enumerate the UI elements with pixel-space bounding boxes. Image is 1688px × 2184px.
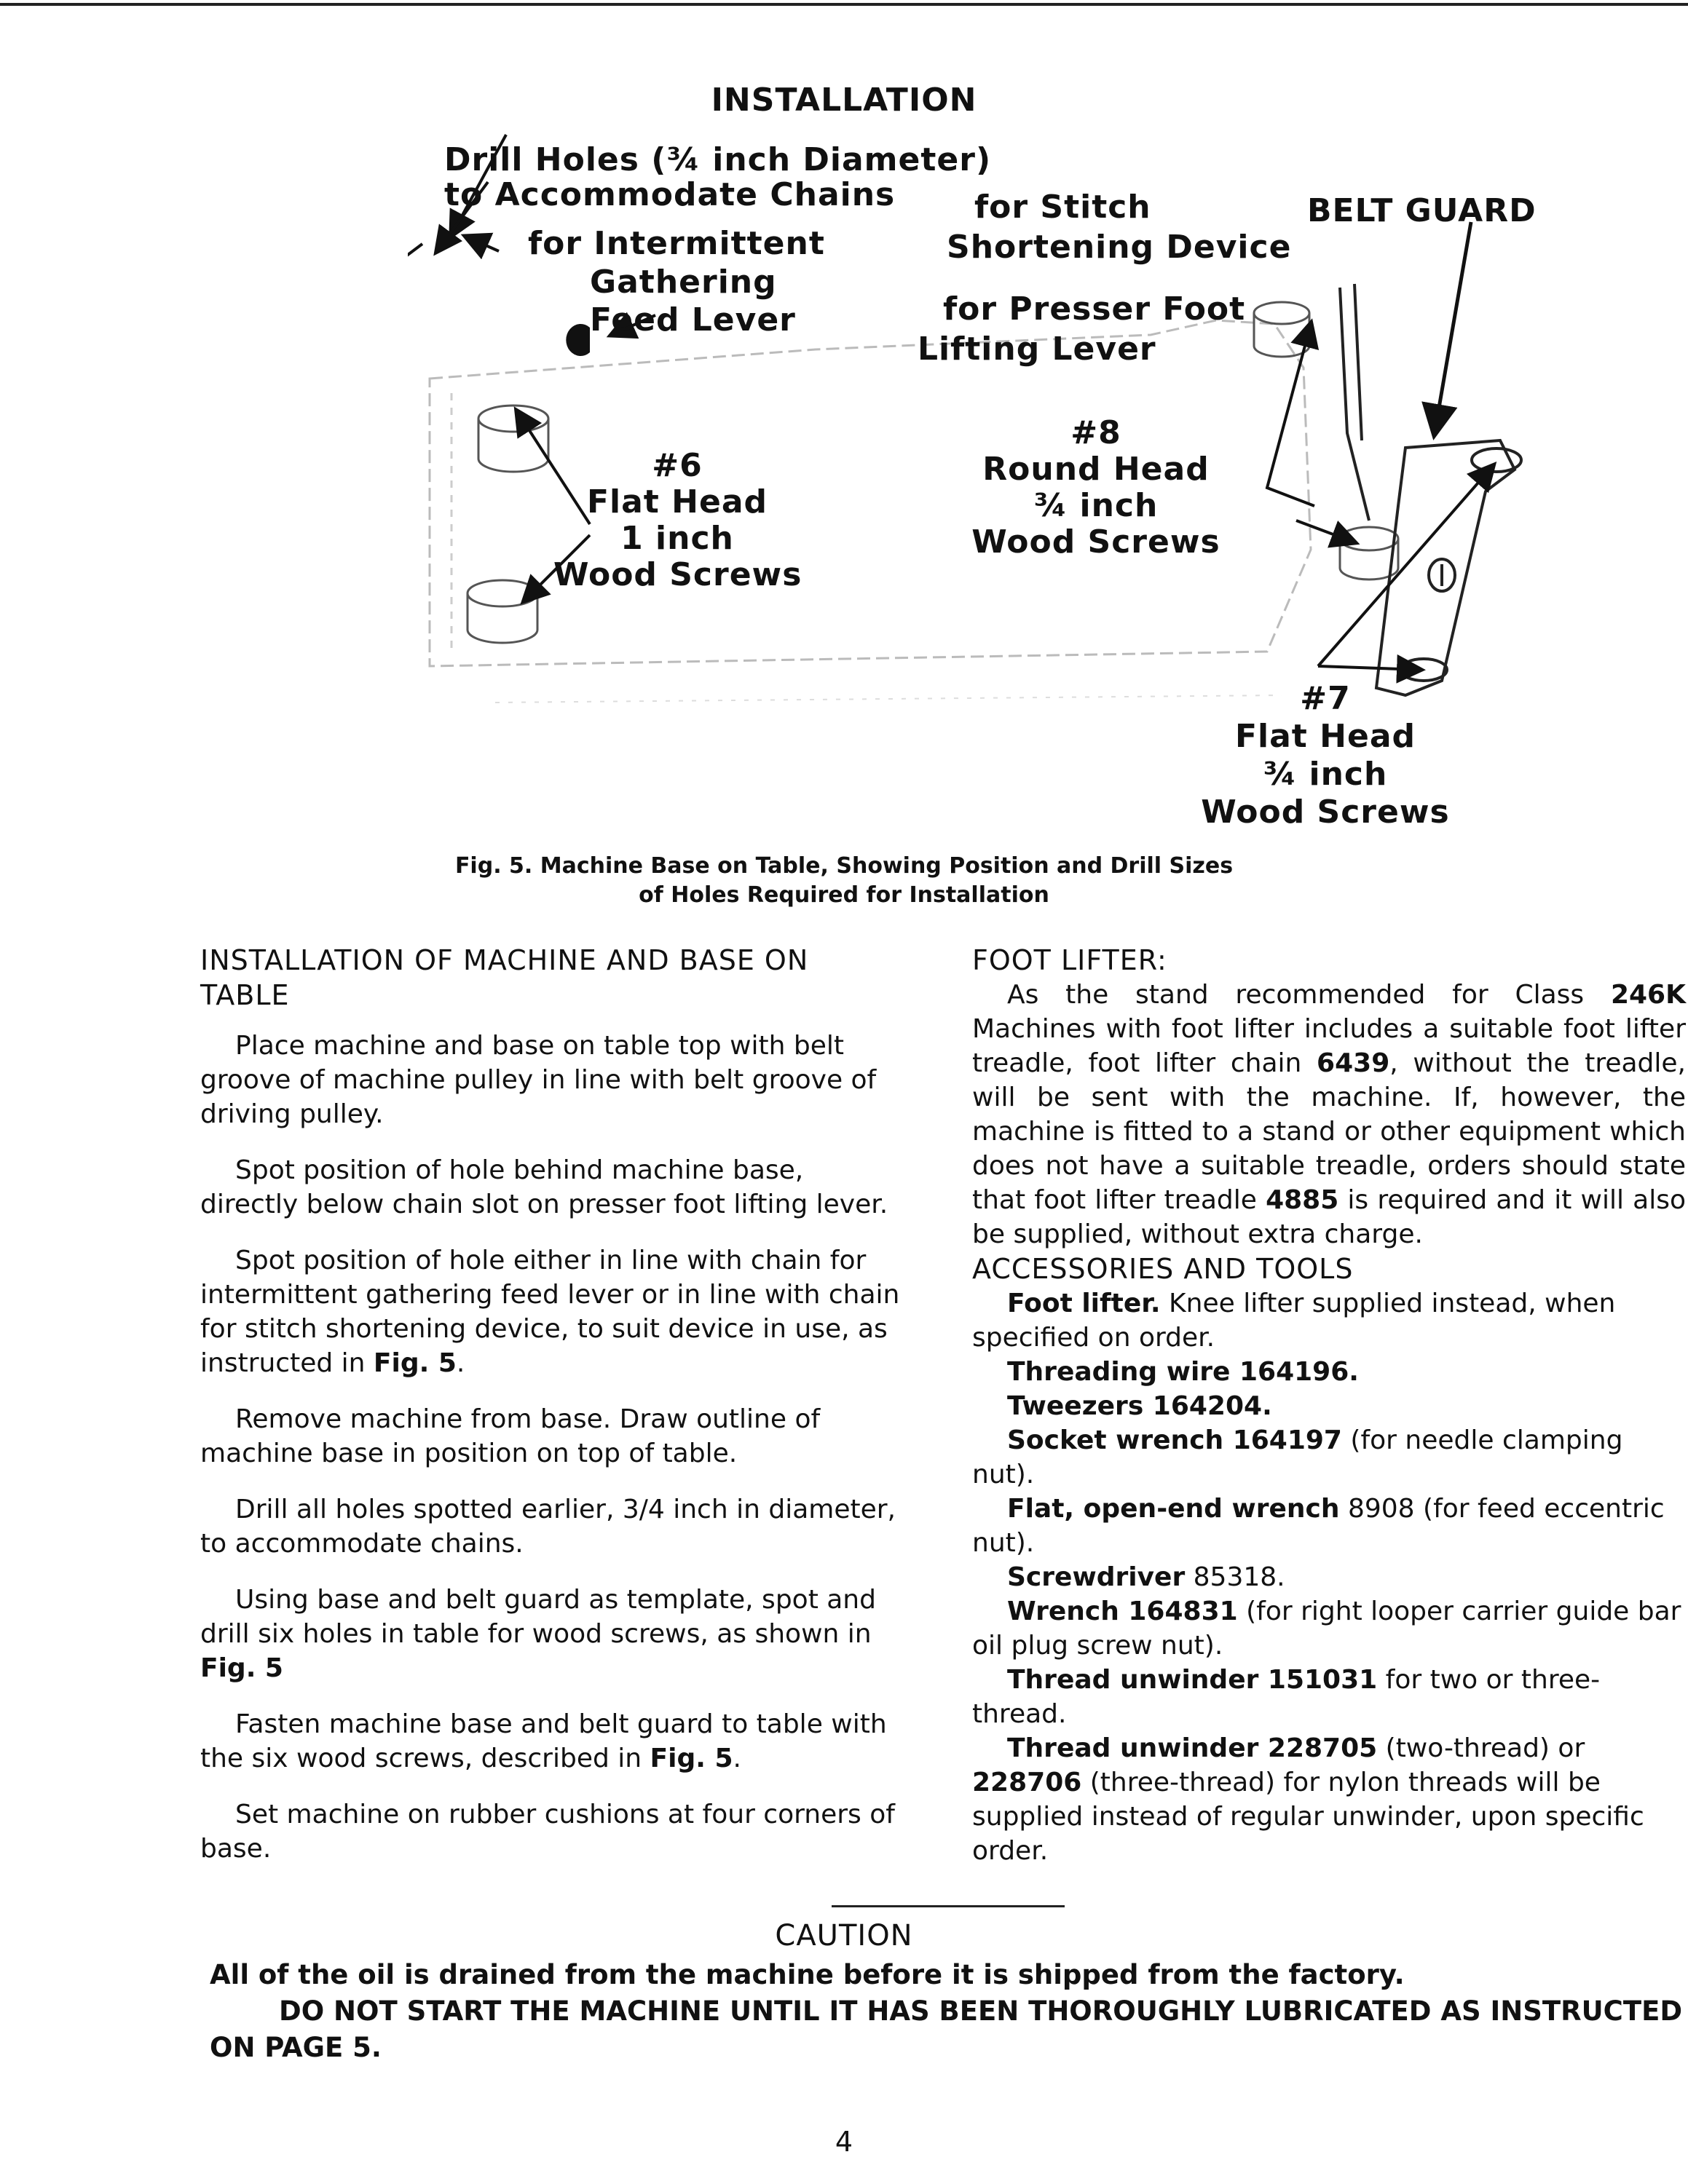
- paragraph-7-end: .: [733, 1744, 741, 1773]
- caution-body: [210, 1957, 1688, 2066]
- fl-chain: 6439: [1317, 1048, 1390, 1078]
- arrow-gathering: [408, 244, 422, 277]
- paragraph-3-text: Spot position of hole either in line with chain for intermittent gathering feed lever or in line with chain for stitch shortening device, to suit device in use, as instructed in: [200, 1246, 900, 1378]
- foot-lifter-paragraph: [972, 978, 1686, 1251]
- label-screw7-type: Wood Screws: [1201, 794, 1450, 831]
- label-gathering: Gathering: [590, 264, 777, 301]
- paragraph-5: Drill all holes spotted earlier, 3/4 inch in diameter, to accommodate chains.: [200, 1495, 896, 1559]
- screw-boss-6-lower: [468, 580, 537, 643]
- acc-socket-wrench: [972, 1423, 1686, 1492]
- acc-screwdriver-text: 85318.: [1185, 1562, 1285, 1592]
- paragraph-6: [200, 1583, 907, 1685]
- chain-hole-presser-foot: [566, 324, 590, 356]
- acc-threading-wire: [972, 1355, 1686, 1389]
- fl-text-c: , without the treadle, will be sent with the machine. If, however, the machine is fitted to a stand or other equipment which does not have a suitable treadle, orders should state that foot lifter treadle: [972, 1048, 1687, 1215]
- arrow-stitch: [466, 237, 499, 251]
- arrow-belt-guard: [1435, 222, 1471, 433]
- screw-boss-6-upper: [478, 405, 548, 472]
- foot-lifter-heading: FOOT LIFTER:: [972, 944, 1167, 976]
- heading-line-2: TABLE: [200, 979, 290, 1011]
- acc-socket-wrench-bold: Socket wrench 164197: [1007, 1425, 1342, 1455]
- fig-ref: Fig. 5: [650, 1744, 733, 1773]
- label-lifting-lever: Lifting Lever: [918, 331, 1156, 368]
- label-screw8-size: ¾ inch: [1033, 487, 1159, 524]
- caution-divider: [832, 1905, 1065, 1907]
- label-screw7-size: ¾ inch: [1263, 756, 1388, 793]
- fl-text-b: Machines with foot lifter includes a suitable foot lifter treadle, foot lifter chain: [972, 1014, 1686, 1078]
- installation-heading: [200, 943, 907, 1013]
- acc-wrench-text: (for right looper carrier guide bar oil plug screw nut).: [972, 1597, 1681, 1661]
- caption-line-1: Fig. 5. Machine Base on Table, Showing Position and Drill Sizes: [454, 853, 1234, 879]
- fl-text-a: As the stand recommended for Class: [1007, 980, 1611, 1010]
- label-screw7-head: Flat Head: [1234, 718, 1416, 755]
- paragraph-3: [200, 1243, 907, 1380]
- page-number: 4: [835, 2126, 853, 2158]
- heading-line-1: INSTALLATION OF MACHINE AND BASE ON: [200, 944, 809, 976]
- acc-thread-unwinder-2: [972, 1731, 1686, 1868]
- acc-open-end-wrench: [972, 1492, 1686, 1560]
- label-for-intermittent: for Intermittent: [528, 225, 825, 262]
- label-drill-holes-1: Drill Holes (¾ inch Diameter): [444, 141, 992, 178]
- label-belt-guard: BELT GUARD: [1307, 192, 1537, 229]
- caution-line-1: All of the oil is drained from the machine before it is shipped from the factory.: [210, 1959, 1405, 1990]
- left-column: [200, 943, 907, 1888]
- label-screw7-num: #7: [1300, 680, 1351, 717]
- screw-boss-8-upper: [1254, 302, 1309, 357]
- label-shortening-device: Shortening Device: [947, 229, 1292, 266]
- acc-foot-lifter-text: Knee lifter supplied instead, when specified on order.: [972, 1289, 1616, 1353]
- label-feed-lever: Feed Lever: [590, 301, 796, 339]
- arrow-screw7-upper: [1318, 466, 1493, 666]
- acc-tweezers-bold: Tweezers 164204.: [1007, 1391, 1272, 1421]
- caution-line-2: DO NOT START THE MACHINE UNTIL IT HAS BEEN THOROUGHLY LUBRICATED AS INSTRUCTED ON PAGE 5.: [210, 1995, 1683, 2063]
- fl-treadle: 4885: [1266, 1185, 1339, 1215]
- acc-threading-wire-bold: Threading wire 164196.: [1007, 1357, 1359, 1387]
- acc-screwdriver-bold: Screwdriver: [1007, 1562, 1186, 1592]
- paragraph-3-end: .: [456, 1348, 465, 1378]
- label-screw6-size: 1 inch: [620, 520, 734, 557]
- acc-wrench-bold: Wrench 164831: [1007, 1597, 1238, 1626]
- label-screw6-num: #6: [652, 447, 703, 484]
- paragraph-7-text: Fasten machine base and belt guard to table with the six wood screws, described in: [200, 1709, 887, 1773]
- paragraph-6-text: Using base and belt guard as template, spot and drill six holes in table for wood screws, as shown in: [200, 1585, 876, 1649]
- acc-open-end-wrench-text: 8908 (for feed eccentric nut).: [972, 1494, 1665, 1558]
- fl-class: 246K: [1610, 980, 1686, 1010]
- label-drill-holes-2: to Accommodate Chains: [444, 176, 896, 213]
- paragraph-7: [200, 1707, 907, 1776]
- acc-tweezers: [972, 1389, 1686, 1423]
- acc-thread-unwinder-2-bold: Thread unwinder 228705: [1007, 1733, 1378, 1763]
- figure-caption: [0, 852, 1688, 910]
- paragraph-4: Remove machine from base. Draw outline of machine base in position on top of table.: [200, 1404, 821, 1468]
- acc-thread-unwinder-2-bold2: 228706: [972, 1768, 1082, 1797]
- label-screw6-head: Flat Head: [586, 483, 768, 521]
- acc-open-end-wrench-bold: Flat, open-end wrench: [1007, 1494, 1340, 1524]
- acc-thread-unwinder-2-text: (two-thread) or: [1377, 1733, 1585, 1763]
- acc-thread-unwinder-1-text: for two or three-thread.: [972, 1665, 1601, 1729]
- caption-line-2: of Holes Required for Installation: [639, 882, 1049, 908]
- label-screw8-type: Wood Screws: [971, 523, 1220, 561]
- acc-socket-wrench-text: (for needle clamping nut).: [972, 1425, 1623, 1489]
- arrow-screw7-lower: [1318, 666, 1420, 670]
- right-column: [972, 943, 1686, 1868]
- acc-foot-lifter: [972, 1286, 1686, 1355]
- caution-title: CAUTION: [775, 1919, 913, 1952]
- belt-guard-drawing: [1340, 284, 1521, 695]
- label-screw8-num: #8: [1070, 414, 1121, 451]
- paragraph-8: Set machine on rubber cushions at four corners of base.: [200, 1800, 895, 1864]
- acc-wrench: [972, 1594, 1686, 1663]
- page-title: INSTALLATION: [711, 82, 977, 119]
- label-screw8-head: Round Head: [982, 451, 1210, 488]
- acc-thread-unwinder-2-text2: (three-thread) for nylon threads will be supplied instead of regular unwinder, upon specific order.: [972, 1768, 1644, 1866]
- fig-ref: Fig. 5: [200, 1653, 283, 1683]
- acc-thread-unwinder-1-bold: Thread unwinder 151031: [1007, 1665, 1378, 1695]
- acc-thread-unwinder-1: [972, 1663, 1686, 1731]
- paragraph-2: Spot position of hole behind machine base, directly below chain slot on presser foot lifting lever.: [200, 1155, 888, 1219]
- figure-machine-base: [408, 127, 1573, 863]
- acc-foot-lifter-bold: Foot lifter.: [1007, 1289, 1161, 1318]
- top-rule: [0, 3, 1688, 6]
- acc-screwdriver: [972, 1560, 1686, 1594]
- accessories-heading: ACCESSORIES AND TOOLS: [972, 1253, 1354, 1285]
- label-screw6-type: Wood Screws: [553, 556, 802, 593]
- label-for-presser-foot: for Presser Foot: [943, 290, 1246, 328]
- fig-ref: Fig. 5: [373, 1348, 457, 1378]
- fl-text-d: is required and it will also be supplied, without extra charge.: [972, 1185, 1686, 1249]
- label-for-stitch: for Stitch: [974, 189, 1151, 226]
- paragraph-1: Place machine and base on table top with belt groove of machine pulley in line with belt groove of driving pulley.: [200, 1031, 877, 1129]
